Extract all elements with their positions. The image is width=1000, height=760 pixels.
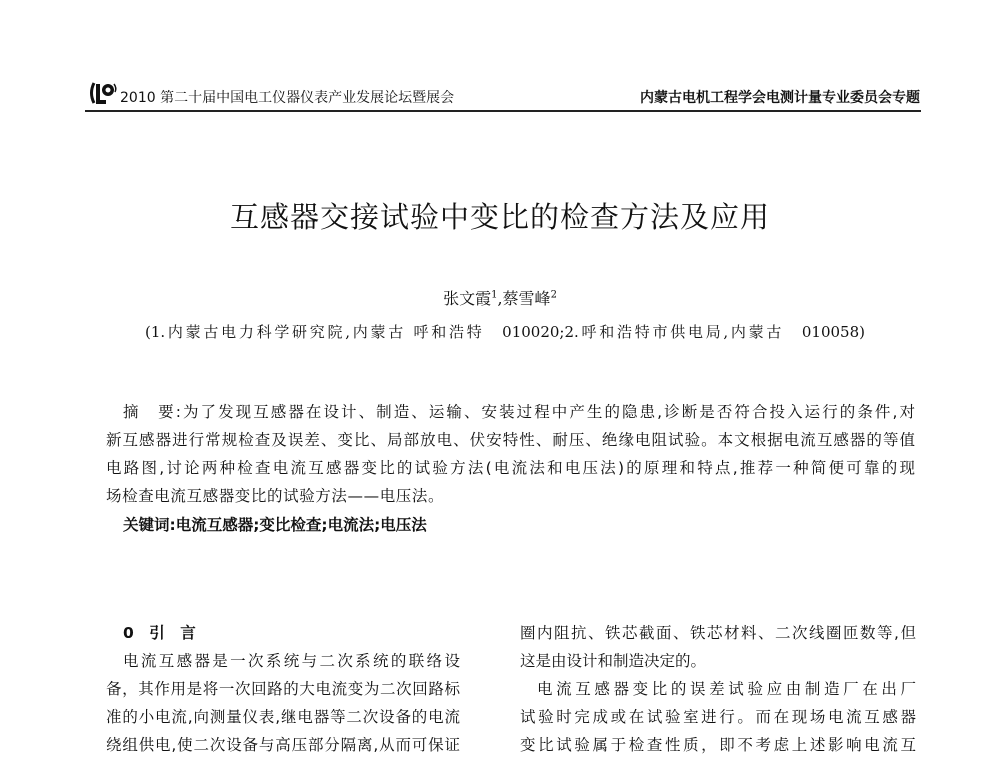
author-2: 蔡雪峰 — [502, 289, 551, 308]
conference-logo-icon — [88, 80, 118, 106]
body-line: 试验时完成或在试验室进行。而在现场电流互感器 — [520, 708, 916, 726]
body-line: 变比试验属于检查性质，即不考虑上述影响电流互 — [520, 736, 916, 754]
body-line: 这是由设计和制造决定的。 — [520, 652, 707, 670]
header-conference-title: 2010 第二十届中国电工仪器仪表产业发展论坛暨展会 — [120, 90, 455, 106]
body-line: 备，其作用是将一次回路的大电流变为二次回路标 — [106, 680, 460, 698]
body-line: 电流互感器变比的误差试验应由制造厂在出厂 — [537, 680, 916, 698]
abstract-line: 摘 要:为了发现互感器在设计、制造、运输、安装过程中产生的隐患,诊断是否符合投入运行的条件,对 — [123, 403, 915, 421]
abstract-line: 电路图,讨论两种检查电流互感器变比的试验方法(电流法和电压法)的原理和特点,推荐一种简便可靠的现 — [106, 459, 915, 477]
header-rule — [85, 110, 921, 112]
author-separator: , — [497, 289, 503, 308]
keywords: 关键词:电流互感器;变比检查;电流法;电压法 — [123, 516, 427, 534]
authors — [0, 286, 1000, 309]
section-heading: 0 引 言 — [123, 624, 196, 642]
paper-title: 互感器交接试验中变比的检查方法及应用 — [229, 200, 770, 234]
author-1: 张文霞 — [443, 289, 492, 308]
author-1-affil: 1 — [491, 289, 498, 301]
body-line: 电流互感器是一次系统与二次系统的联络设 — [123, 652, 460, 670]
affiliations: (1.内蒙古电力科学研究院,内蒙古 呼和浩特 010020;2.呼和浩特市供电局,内蒙古 010058) — [145, 323, 865, 341]
body-line: 绕组供电,使二次设备与高压部分隔离,从而可保证 — [106, 736, 460, 754]
abstract-line: 新互感器进行常规检查及误差、变比、局部放电、伏安特性、耐压、绝缘电阻试验。本文根据电流互感器的等值 — [106, 431, 915, 449]
body-line: 准的小电流,向测量仪表,继电器等二次设备的电流 — [106, 708, 460, 726]
body-line: 圈内阻抗、铁芯截面、铁芯材料、二次线圈匝数等,但 — [520, 624, 916, 642]
author-2-affil: 2 — [550, 289, 557, 301]
abstract-line: 场检查电流互感器变比的试验方法——电压法。 — [106, 487, 445, 505]
header-topic: 内蒙古电机工程学会电测计量专业委员会专题 — [640, 90, 920, 106]
